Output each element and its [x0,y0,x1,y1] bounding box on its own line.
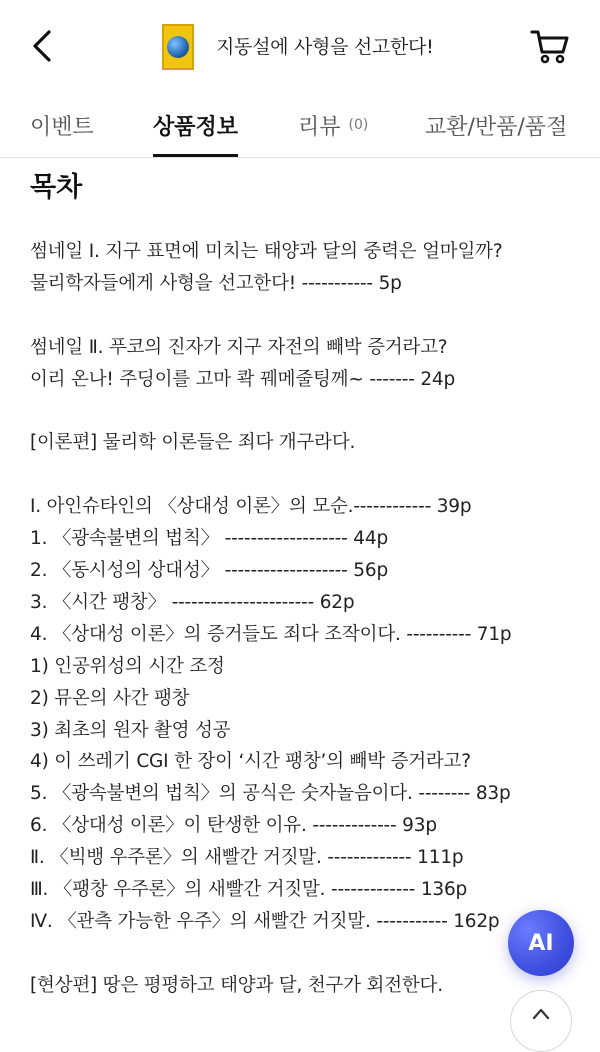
tab-exchange-return[interactable] [425,92,567,158]
toc-list [30,236,590,1002]
tab-event[interactable] [30,92,94,158]
toc-line: 썸네일 Ⅰ. 지구 표면에 미치는 태양과 달의 중력은 얼마일까? [30,241,503,262]
tab-label: 상품정보 [153,114,239,140]
cart-icon [530,28,570,64]
toc-spacer [30,396,590,428]
tab-label: 리뷰 [298,114,341,140]
toc-line: Ⅱ. 〈빅뱅 우주론〉의 새빨간 거짓말. ------------- 111p [30,847,464,869]
toc-line: 2) 뮤온의 사간 팽창 [30,687,190,709]
chevron-left-icon [31,29,53,63]
toc-line: Ⅰ. 아인슈타인의 〈상대성 이론〉의 모순.------------ 39p [30,496,472,518]
toc-line: 2. 〈동시성의 상대성〉 ------------------- 56p [30,560,388,582]
tab-label: 이벤트 [30,114,94,140]
toc-line: Ⅲ. 〈팽창 우주론〉의 새빨간 거짓말. ------------- 136p [30,879,468,901]
toc-line: 물리학자들에게 사형을 선고한다! ----------- 5p [30,272,402,294]
app-header [0,0,600,92]
toc-line: 4. 〈상대성 이론〉의 증거들도 죄다 조작이다. ---------- 71p [30,623,512,645]
toc-line: Ⅳ. 〈관측 가능한 우주〉의 새빨간 거짓말. ----------- 162p [30,910,500,932]
active-tab-indicator [153,154,238,157]
page-title: 지동설에 사형을 선고한다! [216,36,434,58]
cart-button[interactable] [526,24,574,68]
toc-line: [이론편] 물리학 이론들은 죄다 개구라다. [30,432,356,454]
toc-line: 3) 최초의 원자 촬영 성공 [30,719,231,741]
globe-image [167,36,189,58]
toc-line: [현상편] 땅은 평평하고 태양과 달, 천구가 회전한다. [30,974,443,996]
toc-line: 4) 이 쓰레기 CGI 한 장이 ‘시간 팽창’의 빼박 증거라고? [30,751,471,773]
toc-line: 1) 인공위성의 시간 조정 [30,655,225,677]
toc-spacer [30,300,590,332]
toc-line: 5. 〈광속불변의 법칙〉의 공식은 숫자놀음이다. -------- 83p [30,783,511,805]
tab-bar [0,92,600,158]
scroll-top-button[interactable] [510,990,572,1052]
toc-spacer [30,938,590,970]
toc-line: 3. 〈시간 팽창〉 ---------------------- 62p [30,591,355,613]
back-button[interactable] [22,26,62,66]
book-cover-thumbnail [162,24,194,70]
toc-line: 1. 〈광속불변의 법칙〉 ------------------- 44p [30,528,388,550]
tab-reviews[interactable] [298,92,368,158]
tab-label: 교환/반품/품절 [425,114,568,140]
toc-spacer [30,459,590,491]
toc-heading: 목차 [30,172,83,203]
ai-label: AI [528,930,554,956]
toc-line: 이리 온나! 주딩이를 고마 콱 꿰메줄팅께~ ------- 24p [30,368,456,390]
tab-product-info[interactable] [153,92,238,158]
toc-line: 썸네일 Ⅱ. 푸코의 진자가 지구 자전의 빼박 증거라고? [30,336,448,358]
ai-assistant-button[interactable] [508,910,574,976]
product-description [30,158,590,1024]
arrow-up-icon [531,1007,551,1021]
review-count: (0) [348,117,369,133]
toc-line: 6. 〈상대성 이론〉이 탄생한 이유. ------------- 93p [30,815,437,837]
